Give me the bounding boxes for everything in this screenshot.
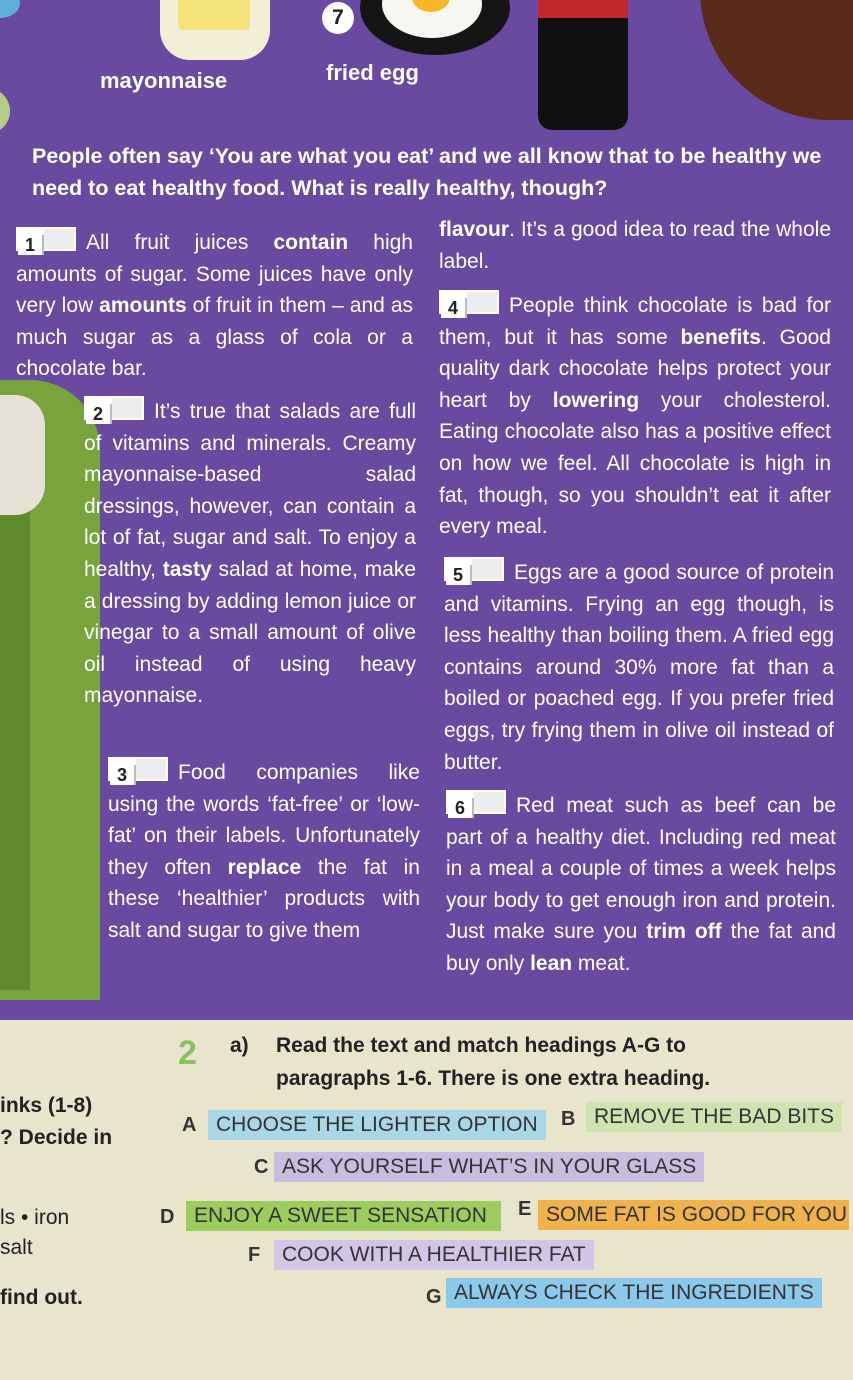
decorative-circle bbox=[0, 88, 10, 134]
left-fragment-2: ? Decide in bbox=[0, 1126, 113, 1149]
heading-a[interactable]: CHOOSE THE LIGHTER OPTION bbox=[208, 1110, 546, 1140]
answer-box-3[interactable]: 3 bbox=[108, 757, 168, 781]
exercise-part: a) bbox=[230, 1034, 249, 1057]
paragraph-4: 4 People think chocolate is bad for them, but it has some benefits. Good quality dark chocolate helps protect your heart by lowering your cholesterol. Eating chocolate also has a positive effect on how we feel. All chocolate is high in fat, though, so you shouldn’t eat it after every meal. bbox=[439, 288, 831, 543]
answer-box-4[interactable]: 4 bbox=[439, 290, 499, 314]
heading-c[interactable]: ASK YOURSELF WHAT’S IN YOUR GLASS bbox=[274, 1152, 704, 1182]
left-fragment-1: inks (1-8) bbox=[0, 1094, 93, 1117]
answer-box-6[interactable]: 6 bbox=[446, 790, 506, 814]
heading-d[interactable]: ENJOY A SWEET SENSATION bbox=[186, 1201, 501, 1231]
paragraph-2: 2 It’s true that salads are full of vitamins and minerals. Creamy mayonnaise-based salad dressings, however, can contain a lot of fat, sugar and salt. To enjoy a healthy, tasty salad at home, make a dressing by adding lemon juice or vinegar to a small amount of olive oil instead of using heavy mayonnaise. bbox=[84, 394, 416, 712]
exercise-instruction-1: Read the text and match headings A-G to bbox=[276, 1034, 686, 1057]
bowl-image bbox=[700, 0, 853, 120]
heading-e[interactable]: SOME FAT IS GOOD FOR YOU bbox=[538, 1200, 849, 1230]
caption-mayonnaise: mayonnaise bbox=[100, 68, 228, 93]
cola-bottle-image bbox=[538, 0, 628, 130]
heading-g[interactable]: ALWAYS CHECK THE INGREDIENTS bbox=[446, 1278, 822, 1308]
heading-f[interactable]: COOK WITH A HEALTHIER FAT bbox=[274, 1240, 594, 1270]
caption-fried-egg: fried egg bbox=[326, 60, 419, 85]
hood-image bbox=[0, 395, 45, 515]
paragraph-3-continued: flavour. It’s a good idea to read the whole label. bbox=[439, 218, 831, 273]
paragraph-5: 5 Eggs are a good source of protein and vitamins. Frying an egg though, is less healthy than boiling them. A fried egg contains around 30% more fat than a boiled or poached egg. If you prefer fried eggs, try frying them in olive oil instead of butter. bbox=[444, 555, 834, 778]
exercise-number: 2 bbox=[178, 1034, 197, 1072]
heading-b-letter: B bbox=[561, 1108, 576, 1130]
decorative-dot bbox=[0, 0, 20, 18]
paragraph-6: 6 Red meat such as beef can be part of a healthy diet. Including red meat in a meal a couple of times a week helps your body to get enough iron and protein. Just make sure you trim off the fat and buy only lean meat. bbox=[446, 788, 836, 980]
answer-box-2[interactable]: 2 bbox=[84, 396, 144, 420]
heading-d-letter: D bbox=[160, 1206, 175, 1228]
left-fragment-5: find out. bbox=[0, 1286, 83, 1309]
left-fragment-3: ls • iron bbox=[0, 1206, 70, 1229]
jar-label-image bbox=[178, 0, 250, 30]
heading-b[interactable]: REMOVE THE BAD BITS bbox=[586, 1102, 842, 1132]
paragraph-1: 1 All fruit juices contain high amounts of sugar. Some juices have only very low amounts of fruit in them – and as much sugar as a glass of cola or a chocolate bar. bbox=[16, 225, 413, 385]
heading-e-letter: E bbox=[518, 1198, 532, 1220]
answer-box-1[interactable]: 1 bbox=[16, 227, 76, 251]
paragraph-3: 3 Food companies like using the words ‘fat-free’ or ‘low-fat’ on their labels. Unfortunately they often replace the fat in these ‘healthier’ products with salt and sugar to give them bbox=[108, 755, 420, 947]
exercise-instruction-2: paragraphs 1-6. There is one extra heading. bbox=[276, 1067, 711, 1090]
heading-g-letter: G bbox=[426, 1286, 442, 1308]
heading-a-letter: A bbox=[182, 1114, 197, 1136]
left-fragment-4: salt bbox=[0, 1236, 33, 1259]
intro-text: People often say ‘You are what you eat’ and we all know that to be healthy we need to eat healthy food. What is really healthy, though? bbox=[32, 144, 822, 200]
heading-c-letter: C bbox=[254, 1156, 269, 1178]
heading-f-letter: F bbox=[248, 1244, 261, 1266]
photo-number: 7 bbox=[322, 2, 354, 34]
cola-label-image bbox=[538, 0, 628, 18]
answer-box-5[interactable]: 5 bbox=[444, 557, 504, 581]
